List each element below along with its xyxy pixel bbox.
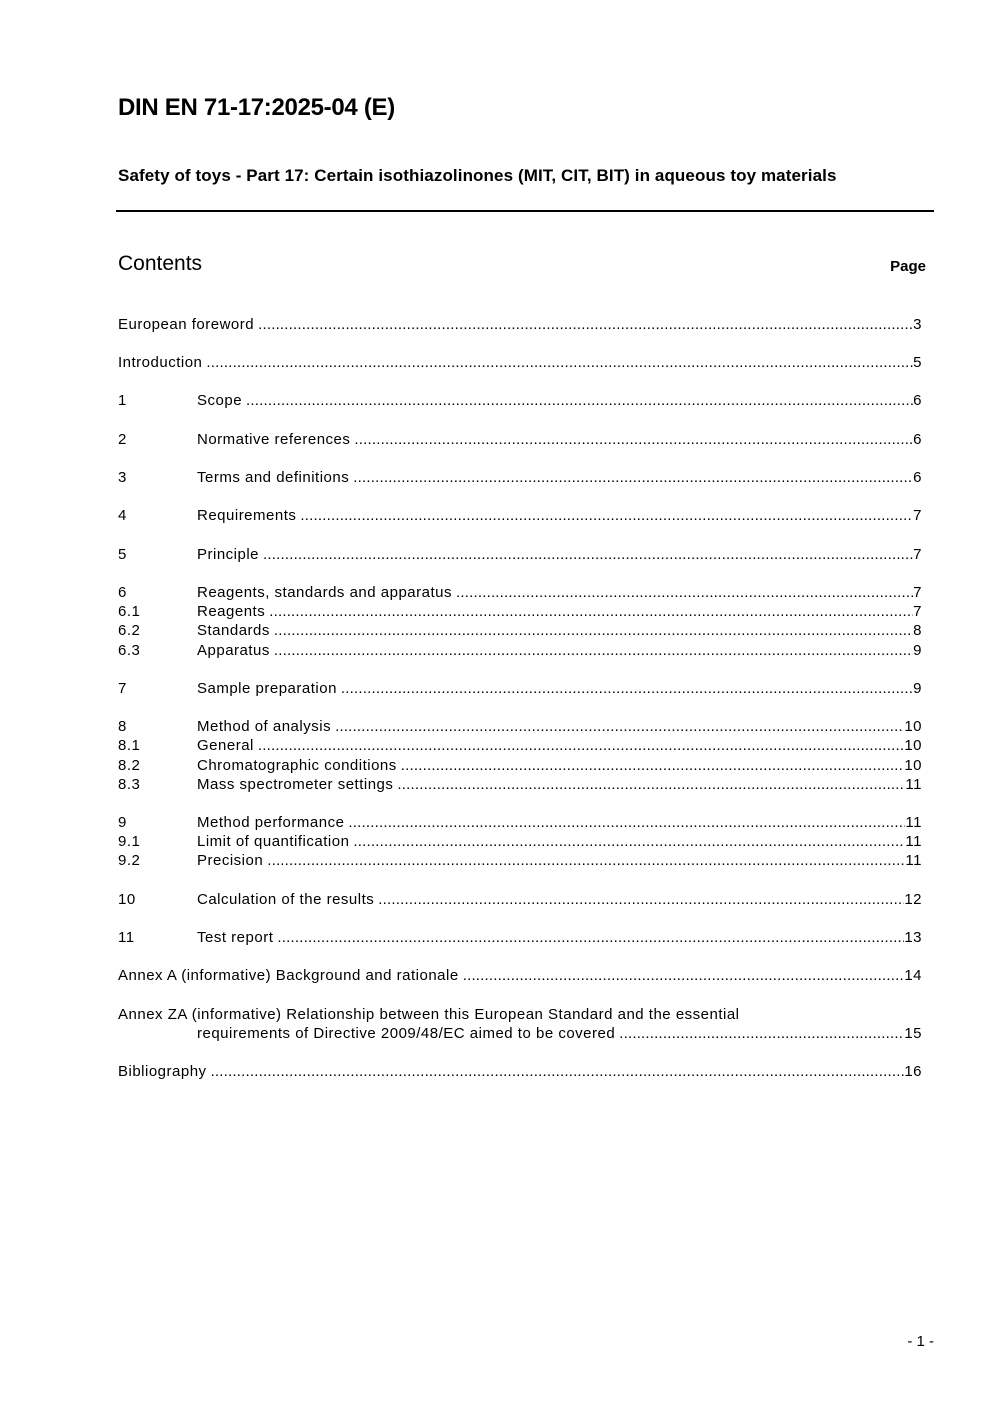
toc-entry[interactable] (118, 966, 922, 986)
toc-leader-dots (353, 832, 905, 852)
toc-entry-number: 8 (118, 718, 127, 735)
toc-entry-title: Method of analysis (197, 718, 332, 735)
toc-entry-page: 8 (913, 622, 922, 639)
toc-entry[interactable] (118, 391, 922, 411)
toc-leader-dots (263, 545, 913, 565)
toc-entry-title: Limit of quantification (197, 833, 350, 850)
toc-leader-dots (300, 506, 913, 526)
toc-leader-dots (258, 736, 904, 756)
toc-leader-dots (269, 602, 913, 622)
toc-entry[interactable] (118, 679, 922, 699)
toc-entry-number: 6.3 (118, 642, 141, 659)
toc-leader-dots (456, 583, 913, 603)
toc-leader-dots (341, 679, 913, 699)
toc-entry-page: 10 (904, 718, 922, 735)
toc-entry-page: 7 (913, 603, 922, 620)
toc-entry-title: Terms and definitions (197, 469, 350, 486)
toc-entry-title: Apparatus (197, 642, 270, 659)
toc-entry-title: Sample preparation (197, 680, 337, 697)
toc-leader-dots (274, 621, 913, 641)
toc-entry-page: 6 (913, 392, 922, 409)
toc-leader-dots (267, 851, 905, 871)
toc-entry[interactable] (118, 430, 922, 450)
toc-entry-title: Normative references (197, 431, 351, 448)
toc-entry-page: 14 (904, 967, 922, 984)
toc-entry-page: 9 (913, 680, 922, 697)
toc-entry-number: 8.3 (118, 776, 141, 793)
toc-leader-dots (277, 928, 904, 948)
toc-entry-number: 10 (118, 891, 136, 908)
toc-entry-number: 6.1 (118, 603, 141, 620)
toc-entry[interactable] (118, 756, 922, 776)
toc-entry-page: 10 (904, 737, 922, 754)
toc-entry-page: 5 (913, 354, 922, 371)
toc-entry[interactable] (118, 736, 922, 756)
toc-entry[interactable] (118, 621, 922, 641)
contents-heading: Contents (118, 252, 203, 275)
toc-entry[interactable] (118, 832, 922, 852)
toc-entry-title: Scope (197, 392, 243, 409)
toc-entry-number: 5 (118, 546, 127, 563)
toc-entry-page: 6 (913, 431, 922, 448)
toc-entry[interactable] (118, 851, 922, 871)
toc-leader-dots (258, 315, 913, 335)
toc-entry-title: Method performance (197, 814, 345, 831)
toc-leader-dots (348, 813, 905, 833)
toc-entry-number: 1 (118, 392, 127, 409)
toc-entry-page: 12 (904, 891, 922, 908)
toc-entry-title: Test report (197, 929, 274, 946)
toc-entry-page: 11 (905, 814, 922, 831)
toc-entry[interactable] (118, 353, 922, 373)
toc-entry-number: 6.2 (118, 622, 141, 639)
toc-entry-title: Reagents (197, 603, 266, 620)
toc-entry-page: 7 (913, 507, 922, 524)
page-title: DIN EN 71-17:2025-04 (E) (118, 94, 395, 121)
toc-leader-dots (619, 1024, 904, 1044)
toc-entry-page: 16 (904, 1063, 922, 1080)
toc-leader-dots (274, 641, 913, 661)
toc-entry-title: Requirements (197, 507, 297, 524)
toc-entry[interactable] (118, 506, 922, 526)
page-number: - 1 - (907, 1333, 934, 1350)
toc-entry-number: 4 (118, 507, 127, 524)
toc-entry[interactable] (118, 1062, 922, 1082)
toc-entry-number: 8.1 (118, 737, 141, 754)
toc-entry-title: Principle (197, 546, 260, 563)
toc-entry-number: 3 (118, 469, 127, 486)
toc-entry-page: 6 (913, 469, 922, 486)
toc-entry[interactable] (118, 890, 922, 910)
toc-leader-dots (335, 717, 904, 737)
toc-entry-title: Bibliography (118, 1063, 207, 1080)
toc-entry[interactable] (118, 641, 922, 661)
toc-entry-page: 15 (904, 1025, 922, 1042)
toc-entry[interactable] (118, 468, 922, 488)
toc-entry-title: Reagents, standards and apparatus (197, 584, 452, 601)
toc-entry[interactable] (118, 583, 922, 603)
toc-entry-page: 13 (904, 929, 922, 946)
toc-leader-dots (211, 1062, 905, 1082)
toc-entry[interactable] (118, 813, 922, 833)
toc-entry-title: Annex ZA (informative) Relationship between this European Standard and the essential (118, 1006, 740, 1023)
toc-entry[interactable] (118, 775, 922, 795)
toc-entry[interactable] (118, 928, 922, 948)
toc-leader-dots (353, 468, 913, 488)
toc-entry-title: Standards (197, 622, 270, 639)
toc-entry-title: Chromatographic conditions (197, 757, 397, 774)
toc-entry-page: 11 (905, 776, 922, 793)
toc-entry-title: Precision (197, 852, 264, 869)
toc-entry-title: Introduction (118, 354, 203, 371)
toc-entry-page: 10 (904, 757, 922, 774)
document-subtitle: Safety of toys - Part 17: Certain isothiazolinones (MIT, CIT, BIT) in aqueous toy materials (118, 166, 837, 185)
toc-entry-title-continuation: requirements of Directive 2009/48/EC aimed to be covered (197, 1025, 616, 1042)
toc-entry[interactable] (118, 545, 922, 565)
toc-entry-number: 7 (118, 680, 127, 697)
toc-entry-page: 7 (913, 584, 922, 601)
toc-leader-dots (246, 391, 913, 411)
toc-leader-dots (378, 890, 904, 910)
title-rule (116, 210, 934, 212)
toc-entry[interactable] (118, 602, 922, 622)
toc-entry-page: 11 (905, 852, 922, 869)
toc-entry-number: 9.1 (118, 833, 141, 850)
toc-entry-number: 8.2 (118, 757, 141, 774)
toc-leader-dots (397, 775, 905, 795)
toc-entry-title: General (197, 737, 254, 754)
toc-leader-dots (401, 756, 905, 776)
toc-entry-title: Annex A (informative) Background and rationale (118, 967, 459, 984)
toc-entry-page: 7 (913, 546, 922, 563)
toc-entry-page: 3 (913, 316, 922, 333)
toc-leader-dots (463, 966, 905, 986)
toc-entry-title: European foreword (118, 316, 255, 333)
toc-entry-page: 11 (905, 833, 922, 850)
toc-entry[interactable] (118, 717, 922, 737)
toc-entry-title: Mass spectrometer settings (197, 776, 394, 793)
toc-entry-number: 9.2 (118, 852, 141, 869)
toc-entry[interactable] (118, 315, 922, 335)
page-column-label: Page (890, 258, 926, 275)
toc-entry-first-line[interactable] (118, 1005, 922, 1025)
toc-entry-number: 6 (118, 584, 127, 601)
toc-entry-number: 9 (118, 814, 127, 831)
toc-entry-number: 11 (118, 929, 135, 946)
toc-entry-continuation[interactable] (118, 1024, 922, 1044)
toc-leader-dots (206, 353, 913, 373)
toc-leader-dots (354, 430, 913, 450)
toc-entry-title: Calculation of the results (197, 891, 375, 908)
toc-entry-page: 9 (913, 642, 922, 659)
toc-entry-number: 2 (118, 431, 127, 448)
